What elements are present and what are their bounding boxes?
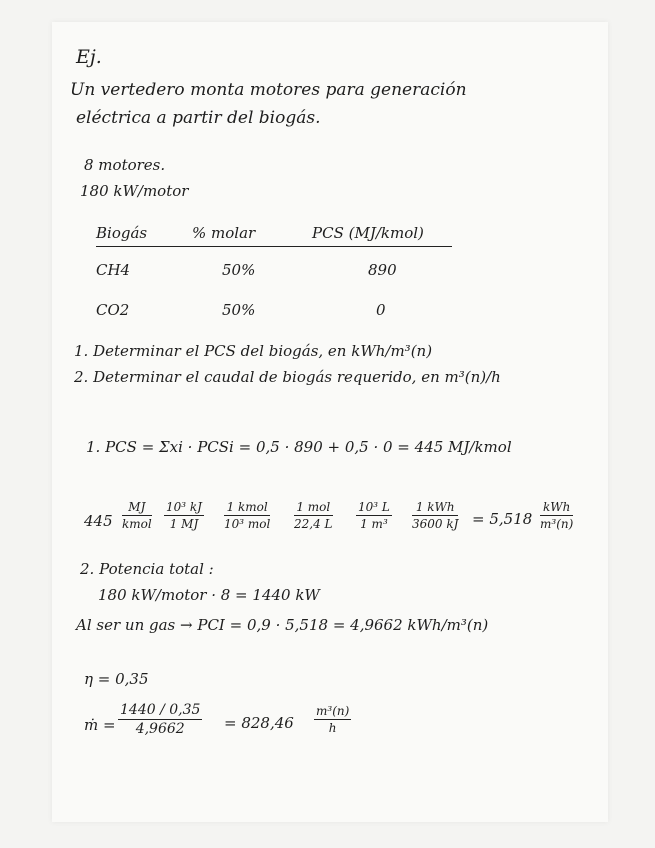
pci-line: Al ser un gas → PCI = 0,9 · 5,518 = 4,9662 kWh/m³(n)	[76, 616, 489, 634]
pcs-equation: 1. PCS = Σxi · PCSi = 0,5 · 890 + 0,5 · 0 = 445 MJ/kmol	[86, 438, 512, 456]
conv-f2-den: 1 MJ	[169, 517, 199, 531]
flow-fraction	[118, 702, 202, 737]
conv-factor-4	[294, 500, 333, 531]
conv-factor-3	[224, 500, 270, 531]
col-molar: % molar	[192, 222, 312, 247]
flow-unit-num: m³(n)	[316, 704, 350, 718]
conv-f4-num: 1 mol	[294, 500, 333, 516]
cell-molar: 50%	[222, 261, 256, 279]
biogas-table	[96, 222, 452, 327]
cell-gas: CH4	[96, 261, 131, 279]
conv-factor-5	[356, 500, 392, 531]
efficiency: η = 0,35	[84, 670, 149, 688]
conv-r-num: kWh	[540, 500, 573, 516]
conv-f3-den: 10³ mol	[224, 517, 271, 531]
conv-r-den: m³(n)	[540, 517, 574, 531]
flow-den: 4,9662	[135, 721, 185, 737]
flow-num: 1440 / 0,35	[120, 702, 201, 718]
conv-f5-den: 1 m³	[360, 517, 388, 531]
power-total: 180 kW/motor · 8 = 1440 kW	[98, 586, 320, 604]
conv-f1-num: MJ	[122, 500, 152, 516]
conv-result: = 5,518	[472, 510, 533, 528]
col-biogas: Biogás	[96, 222, 192, 247]
statement-line-1: Un vertedero monta motores para generación	[70, 80, 467, 100]
given-motors: 8 motores.	[84, 156, 166, 174]
conv-lead: 445	[84, 512, 113, 530]
conv-f6-den: 3600 kJ	[412, 517, 459, 531]
question-2: 2. Determinar el caudal de biogás requerido, en m³(n)/h	[74, 368, 501, 386]
cell-pcs: 890	[368, 261, 397, 279]
flow-unit	[314, 704, 351, 735]
cell-gas: CO2	[96, 301, 130, 319]
conv-factor-6	[412, 500, 458, 531]
conv-f2-num: 10³ kJ	[166, 500, 202, 514]
conv-f5-num: 10³ L	[358, 500, 390, 514]
conv-f1-den: kmol	[122, 517, 152, 531]
flow-result: = 828,46	[224, 714, 294, 732]
table-row	[96, 287, 452, 327]
conv-factor-2	[164, 500, 204, 531]
flow-lhs: ṁ =	[84, 716, 116, 734]
exercise-label: Ej.	[76, 46, 102, 68]
power-title: 2. Potencia total :	[80, 560, 214, 578]
flow-unit-den: h	[328, 721, 337, 735]
statement-line-2: eléctrica a partir del biogás.	[76, 108, 321, 128]
table-row	[96, 247, 452, 288]
conv-f4-den: 22,4 L	[294, 517, 333, 531]
given-power: 180 kW/motor	[80, 182, 189, 200]
conv-f3-num: 1 kmol	[224, 500, 270, 516]
cell-molar: 50%	[222, 301, 256, 319]
conv-factor-1	[122, 500, 152, 531]
col-pcs: PCS (MJ/kmol)	[312, 222, 452, 247]
cell-pcs: 0	[376, 301, 386, 319]
conv-result-unit	[540, 500, 573, 531]
question-1: 1. Determinar el PCS del biogás, en kWh/m³(n)	[74, 342, 433, 360]
conv-f6-num: 1 kWh	[412, 500, 458, 516]
